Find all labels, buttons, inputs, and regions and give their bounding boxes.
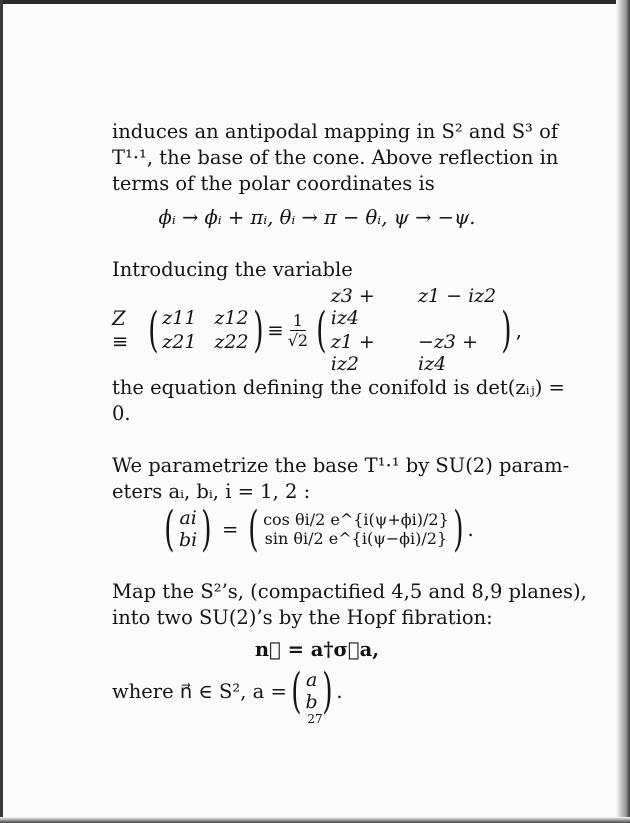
equiv-sign: ≡ [267, 318, 284, 342]
scan-edge-right [616, 0, 630, 823]
text-line: eters aᵢ, bᵢ, i = 1, 2 : [112, 480, 311, 503]
vector-entry: ai [179, 507, 197, 529]
left-paren: ( [316, 302, 327, 358]
left-paren: ( [164, 501, 175, 557]
fraction [288, 311, 308, 350]
vector-entry: sin θi/2 e^{i(ψ−ϕi)/2} [264, 529, 448, 548]
text-line: the equation defining the conifold is det(zᵢⱼ) = [112, 376, 565, 399]
text-line: T¹·¹, the base of the cone. Above reflection in [112, 146, 559, 169]
eq-tail: . [336, 679, 343, 703]
vector-entry: cos θi/2 e^{i(ψ+ϕi)/2} [263, 510, 449, 529]
scan-edge-bottom [0, 817, 630, 823]
right-paren: ) [452, 501, 464, 557]
matrix-cell: z11 [162, 307, 197, 329]
matrix-cell: −z3 + iz4 [418, 331, 478, 375]
left-paren: ( [147, 302, 159, 358]
matrix-cell: z21 [162, 331, 197, 353]
page-number: 27 [307, 712, 323, 726]
text-line: into two SU(2)’s by the Hopf fibration: [112, 606, 493, 629]
right-paren: ) [501, 302, 512, 358]
left-paren: ( [248, 501, 259, 557]
matrix-cell: z12 [214, 307, 249, 329]
fraction-denominator: √2 [287, 330, 309, 350]
scan-edge-top [0, 0, 630, 4]
vector-entry: b [305, 691, 318, 713]
right-paren: ) [201, 501, 212, 557]
matrix-w [331, 285, 497, 375]
text-line: We parametrize the base T¹·¹ by SU(2) param- [112, 454, 570, 477]
scan-edge-left [0, 0, 3, 823]
text-line: Introducing the variable [112, 258, 353, 281]
equation-Z-matrix [112, 285, 522, 375]
text-line: 0. [112, 402, 131, 425]
matrix-cell: z1 + iz2 [330, 331, 375, 375]
matrix-cell: z3 + iz4 [330, 285, 375, 329]
equals-sign: = [222, 517, 239, 541]
text-line: induces an antipodal mapping in S² and S³ of [112, 120, 559, 143]
vector-ab [179, 507, 197, 551]
fraction-numerator: 1 [290, 311, 306, 331]
vector-trig [263, 510, 449, 548]
equation-hopf: n⃗ = a†σ⃗a, [254, 638, 380, 661]
matrix-cell: z1 − iz2 [418, 285, 497, 307]
text-line: where n⃗ ∈ S², a = [112, 679, 287, 703]
text-line: terms of the polar coordinates is [112, 172, 435, 195]
equation-parametrization [112, 501, 522, 557]
left-paren: ( [290, 663, 302, 719]
vector-a [306, 669, 318, 713]
right-paren: ) [252, 302, 264, 358]
text-line: Map the S²’s, (compactified 4,5 and 8,9 planes), [112, 580, 587, 603]
vector-entry: bi [179, 529, 198, 551]
eq-lhs: Z ≡ [112, 307, 129, 353]
eq-tail: , [515, 318, 522, 342]
equation-reflection: ϕᵢ → ϕᵢ + πᵢ, θᵢ → π − θᵢ, ψ → −ψ. [158, 206, 476, 229]
vector-entry: a [305, 669, 318, 691]
matrix-cell: z22 [214, 331, 249, 353]
right-paren: ) [321, 663, 333, 719]
matrix-z [162, 307, 248, 353]
eq-tail: . [467, 517, 474, 541]
